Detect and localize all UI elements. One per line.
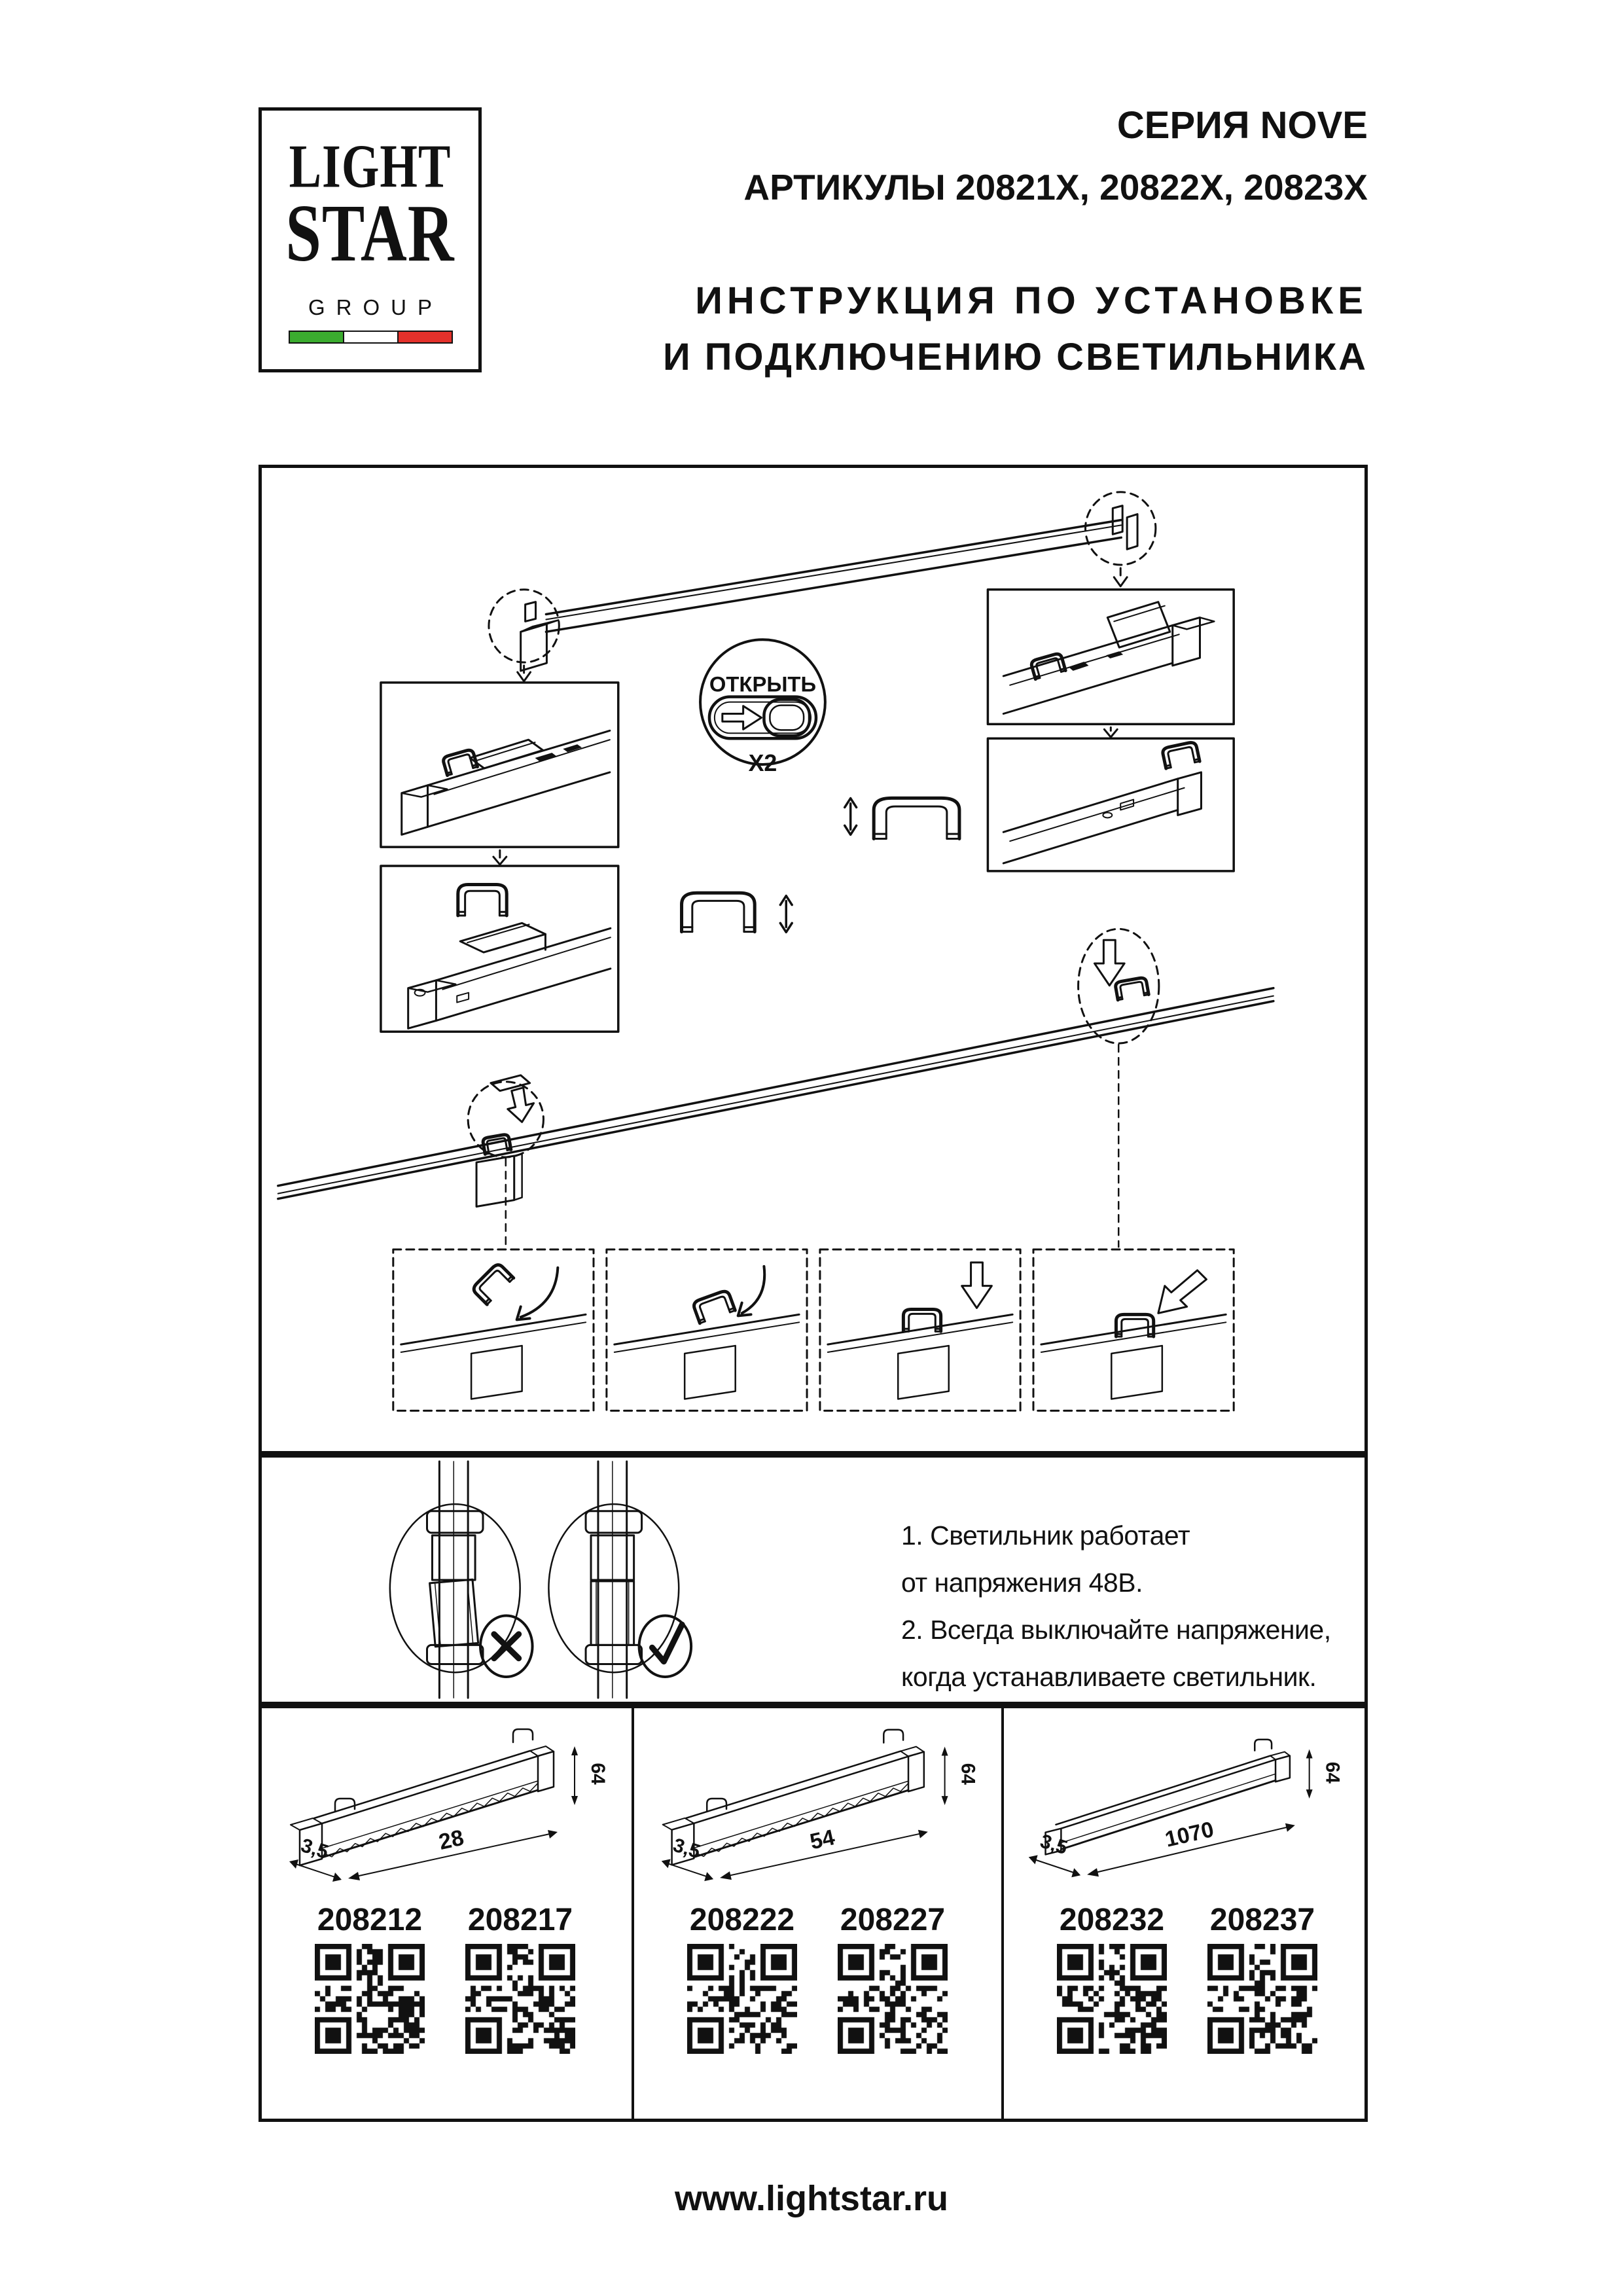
- qr-code: [687, 1944, 797, 2054]
- warning-text-line1: 1. Светильник работает: [901, 1520, 1190, 1551]
- fixing-clip-icon: [471, 1263, 513, 1304]
- article-number: 208227: [840, 1903, 946, 1937]
- product-panel-2: [632, 1708, 1001, 2119]
- dim-length-label: 54: [808, 1825, 837, 1855]
- fixing-clip-icon: [903, 1309, 940, 1331]
- stage-box-3: [820, 1249, 1020, 1410]
- x-mark-icon: [494, 1634, 519, 1659]
- clip-icon-1: [845, 798, 959, 838]
- installation-diagram-frame: [259, 465, 1368, 1454]
- dim-height-label: 64: [957, 1763, 979, 1785]
- arrow-down-icon: [1094, 940, 1124, 986]
- product-drawing: [634, 1708, 1001, 1898]
- stage-box-2: [607, 1249, 807, 1410]
- qr-code: [465, 1944, 575, 2054]
- stage-box-4: [1033, 1249, 1234, 1410]
- fixing-clip-icon: [482, 1134, 511, 1154]
- detail-box-right-b: [988, 738, 1234, 871]
- arrow-diagonal-icon: [1158, 1270, 1207, 1314]
- dim-length-label: 1070: [1162, 1816, 1217, 1852]
- italian-flag-icon: [289, 331, 453, 344]
- flag-white: [343, 332, 399, 342]
- product-panel-1: [262, 1708, 632, 2119]
- article-number: 208237: [1209, 1903, 1315, 1937]
- logo-word-light: LIGHT: [289, 132, 452, 202]
- product-variants-row: [259, 1705, 1368, 2122]
- qr-code: [1207, 1944, 1317, 2054]
- dim-length-label: 28: [437, 1825, 467, 1855]
- article-number: 208232: [1059, 1903, 1165, 1937]
- dim-width-label: 3,5: [298, 1835, 331, 1863]
- logo-word-star: STAR: [285, 188, 455, 279]
- fixing-clip-icon: [1115, 977, 1149, 1000]
- flag-red: [399, 332, 452, 342]
- callout-right-end: [1086, 492, 1156, 565]
- detail-box-left-a: [381, 683, 618, 847]
- callout-left-end: [489, 590, 559, 662]
- warning-text-line4: когда устанавливаете светильник.: [901, 1662, 1317, 1692]
- product-drawing: [1004, 1708, 1371, 1898]
- warning-text-line2: от напряжения 48В.: [901, 1568, 1143, 1598]
- fixing-clip-icon: [692, 1289, 735, 1323]
- fixing-clip-icon: [458, 885, 507, 916]
- check-mark-icon: [652, 1624, 682, 1661]
- qr-code: [838, 1944, 948, 2054]
- website-url: www.lightstar.ru: [674, 2179, 949, 2218]
- detail-box-right-a: [988, 590, 1234, 725]
- open-times-label: X2: [748, 749, 777, 776]
- flag-green: [290, 332, 343, 342]
- fixing-clip-icon: [1030, 653, 1065, 679]
- articles-line: АРТИКУЛЫ 20821X, 20822X, 20823X: [743, 167, 1368, 207]
- warning-text-line3: 2. Всегда выключайте напряжение,: [901, 1615, 1331, 1645]
- arrow-right-icon: [722, 706, 762, 730]
- dim-width-label: 3,5: [1037, 1830, 1070, 1859]
- open-label: ОТКРЫТЬ: [709, 672, 817, 696]
- series-title: СЕРИЯ NOVE: [1116, 104, 1368, 147]
- product-panel-3: [1001, 1708, 1371, 2119]
- warning-frame: [259, 1454, 1368, 1705]
- fixing-clip-icon: [1116, 1314, 1153, 1336]
- installation-diagram: [262, 468, 1364, 1451]
- dim-height-label: 64: [587, 1763, 609, 1785]
- qr-code: [315, 1944, 425, 2054]
- article-number: 208212: [317, 1903, 423, 1937]
- dim-height-label: 64: [1321, 1761, 1344, 1784]
- qr-code: [1057, 1944, 1167, 2054]
- dim-width-label: 3,5: [670, 1834, 703, 1863]
- product-drawing: [262, 1708, 632, 1898]
- warning-correct-figure: [548, 1462, 691, 1698]
- instruction-title-line2: И ПОДКЛЮЧЕНИЮ СВЕТИЛЬНИКА: [662, 336, 1368, 378]
- instruction-title-line1: ИНСТРУКЦИЯ ПО УСТАНОВКЕ: [695, 279, 1368, 322]
- arrow-down-icon: [508, 1088, 534, 1122]
- logo-word-group: GROUP: [308, 295, 443, 319]
- warning-wrong-figure: [390, 1462, 533, 1698]
- open-instruction-badge: [700, 639, 825, 776]
- stage-box-1: [393, 1249, 594, 1410]
- lightstar-logo: [259, 107, 482, 372]
- clip-icon-2: [682, 893, 793, 932]
- fixing-clip-icon: [1162, 742, 1200, 768]
- detail-box-left-b: [381, 866, 618, 1031]
- arrow-down-icon: [962, 1263, 992, 1308]
- track-bar-bottom: [278, 929, 1274, 1247]
- article-number: 208217: [467, 1903, 573, 1937]
- article-number: 208222: [689, 1903, 795, 1937]
